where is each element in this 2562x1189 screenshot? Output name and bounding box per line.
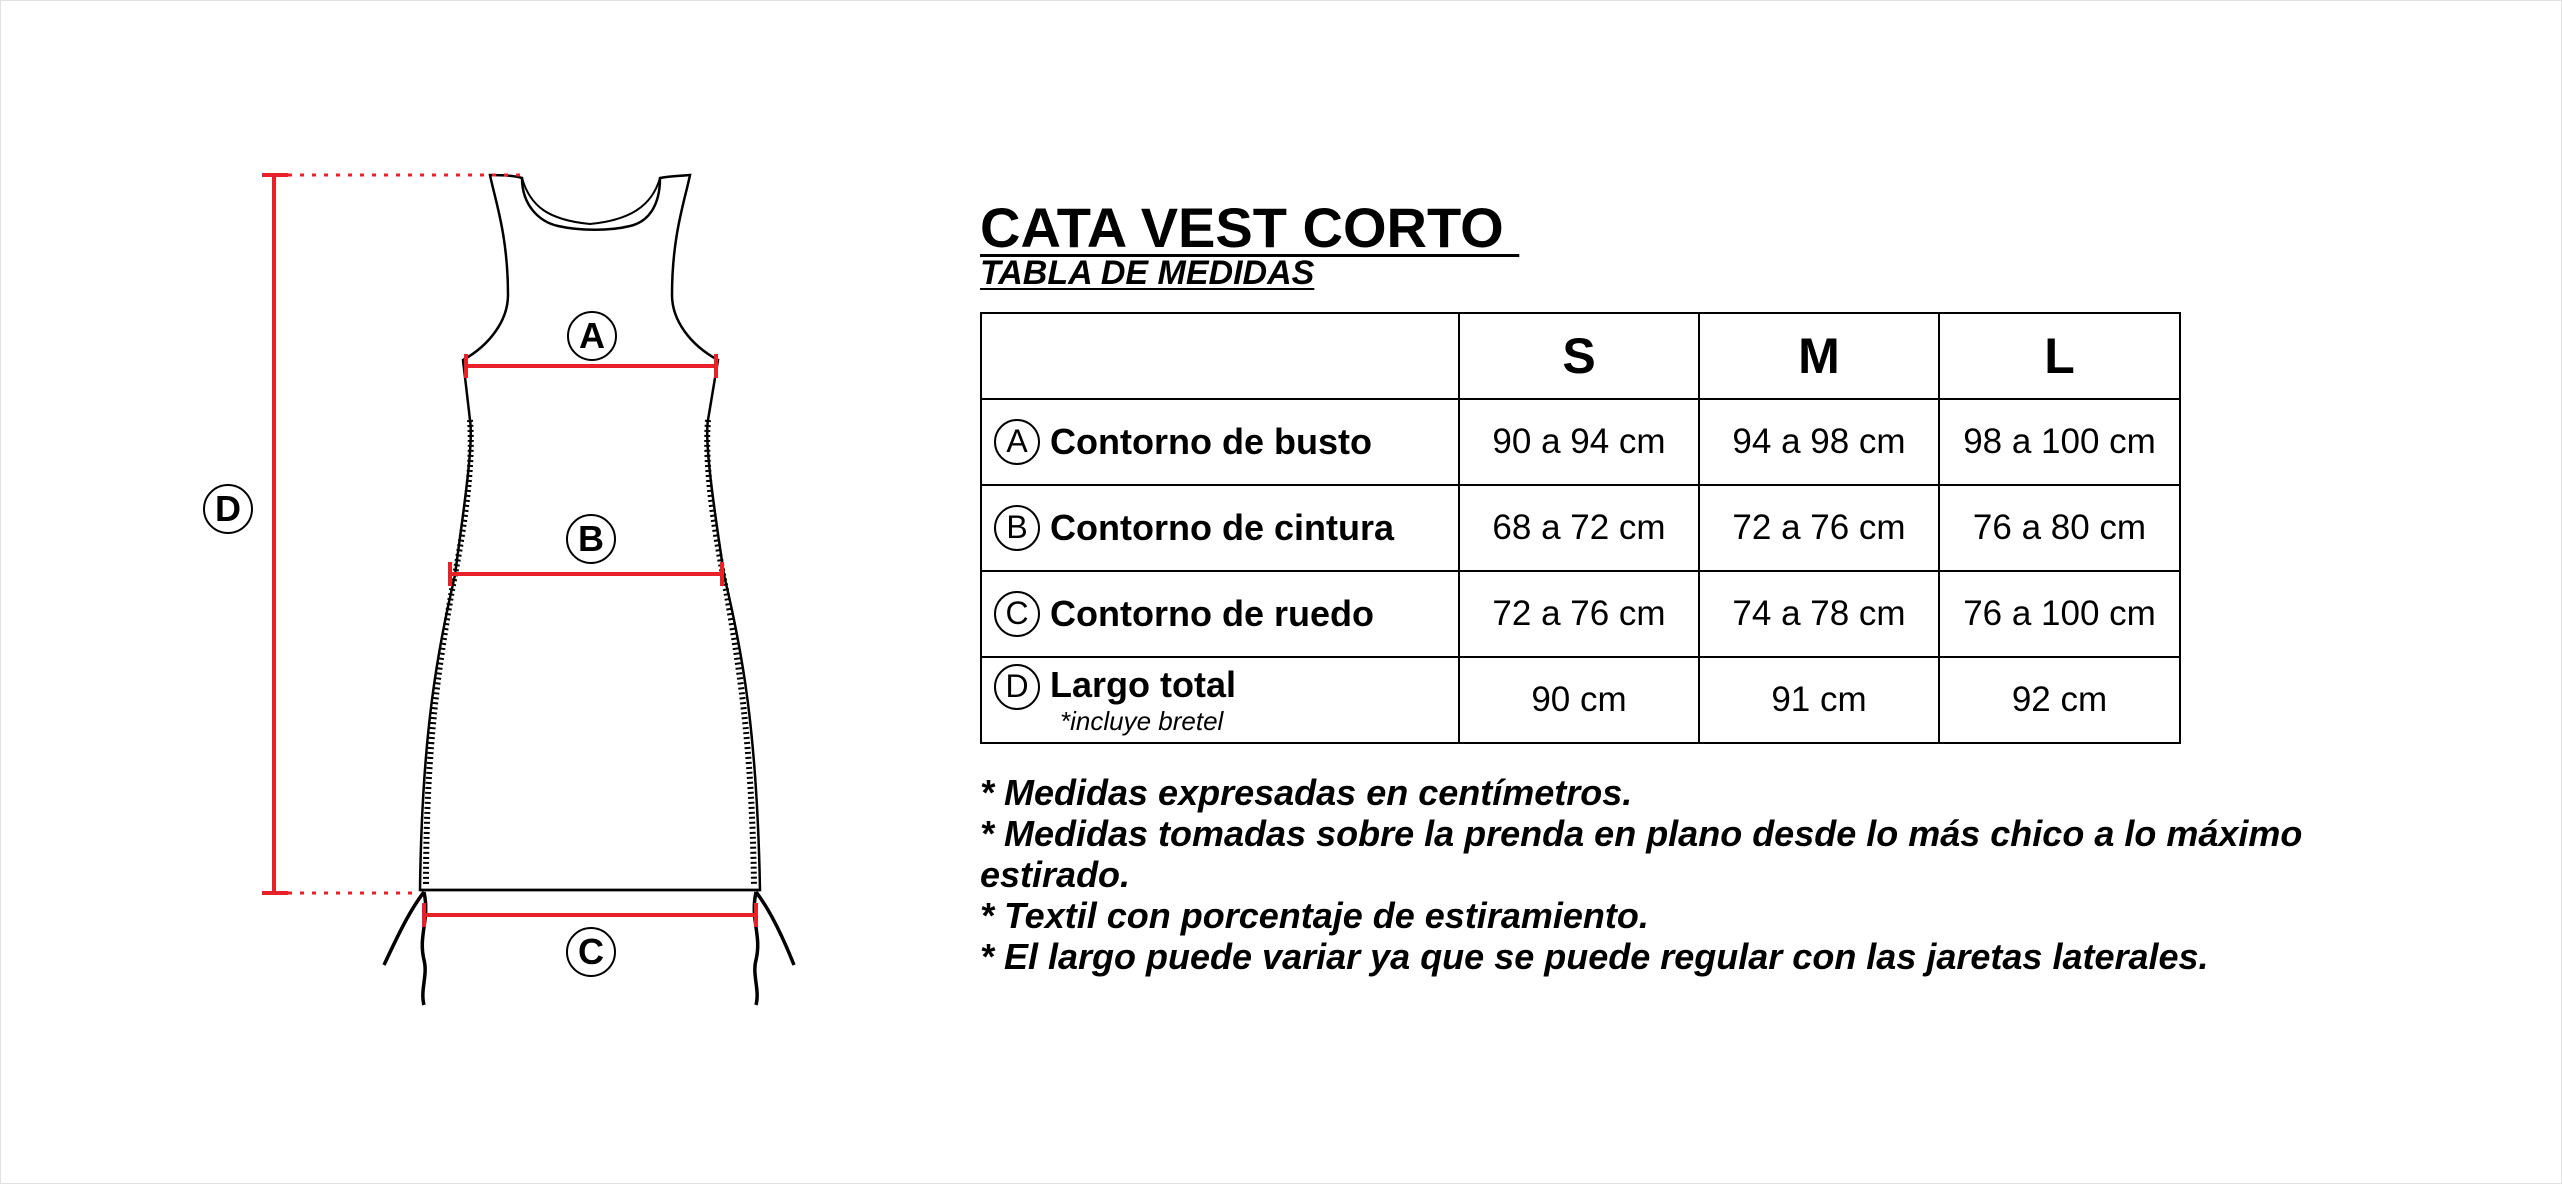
cell-value: 76 a 100 cm	[1939, 571, 2180, 657]
cell-value: 68 a 72 cm	[1459, 485, 1699, 571]
table-row	[981, 571, 2180, 657]
diagram-label-d: D	[203, 484, 253, 534]
row-label-text: Largo total	[1050, 664, 1236, 705]
row-label	[981, 571, 1459, 657]
cell-value: 90 a 94 cm	[1459, 399, 1699, 485]
cell-value: 92 cm	[1939, 657, 2180, 743]
header-empty-cell	[981, 313, 1459, 399]
cell-value: 72 a 76 cm	[1699, 485, 1939, 571]
row-marker: A	[994, 419, 1040, 465]
diagram-label-b: B	[566, 514, 616, 564]
row-label	[981, 399, 1459, 485]
dress-illustration	[0, 0, 980, 1184]
cell-value: 98 a 100 cm	[1939, 399, 2180, 485]
note-line: * Medidas tomadas sobre la prenda en plano desde lo más chico a lo máximo estirado.	[980, 813, 2303, 895]
cell-value: 76 a 80 cm	[1939, 485, 2180, 571]
note-line: * Textil con porcentaje de estiramiento.	[980, 895, 1649, 936]
cell-value: 72 a 76 cm	[1459, 571, 1699, 657]
row-label	[981, 485, 1459, 571]
page-subtitle: TABLA DE MEDIDAS	[980, 254, 1315, 292]
diagram-label-c: C	[566, 927, 616, 977]
notes-block	[980, 772, 2400, 977]
column-header-s: S	[1459, 313, 1699, 399]
cell-value: 91 cm	[1699, 657, 1939, 743]
row-marker: D	[994, 664, 1040, 710]
cell-value: 90 cm	[1459, 657, 1699, 743]
row-marker: C	[994, 591, 1040, 637]
note-line: * Medidas expresadas en centímetros.	[980, 772, 1633, 813]
row-label	[981, 657, 1459, 743]
garment-diagram	[0, 0, 980, 1184]
row-label-text: Contorno de ruedo	[1050, 593, 1374, 634]
row-marker: B	[994, 505, 1040, 551]
column-header-l: L	[1939, 313, 2180, 399]
note-line: * El largo puede variar ya que se puede regular con las jaretas laterales.	[980, 936, 2209, 977]
page-title: CATA VEST CORTO	[980, 196, 1520, 259]
cell-value: 74 a 78 cm	[1699, 571, 1939, 657]
cell-value: 94 a 98 cm	[1699, 399, 1939, 485]
table-header-row	[981, 313, 2180, 399]
diagram-label-a: A	[567, 311, 617, 361]
row-label-text: Contorno de cintura	[1050, 507, 1394, 548]
column-header-m: M	[1699, 313, 1939, 399]
table-row	[981, 399, 2180, 485]
row-label-text: Contorno de busto	[1050, 421, 1372, 462]
table-row	[981, 657, 2180, 743]
row-label-note: *incluye bretel	[1060, 706, 1224, 736]
size-table	[980, 312, 2181, 744]
table-row	[981, 485, 2180, 571]
